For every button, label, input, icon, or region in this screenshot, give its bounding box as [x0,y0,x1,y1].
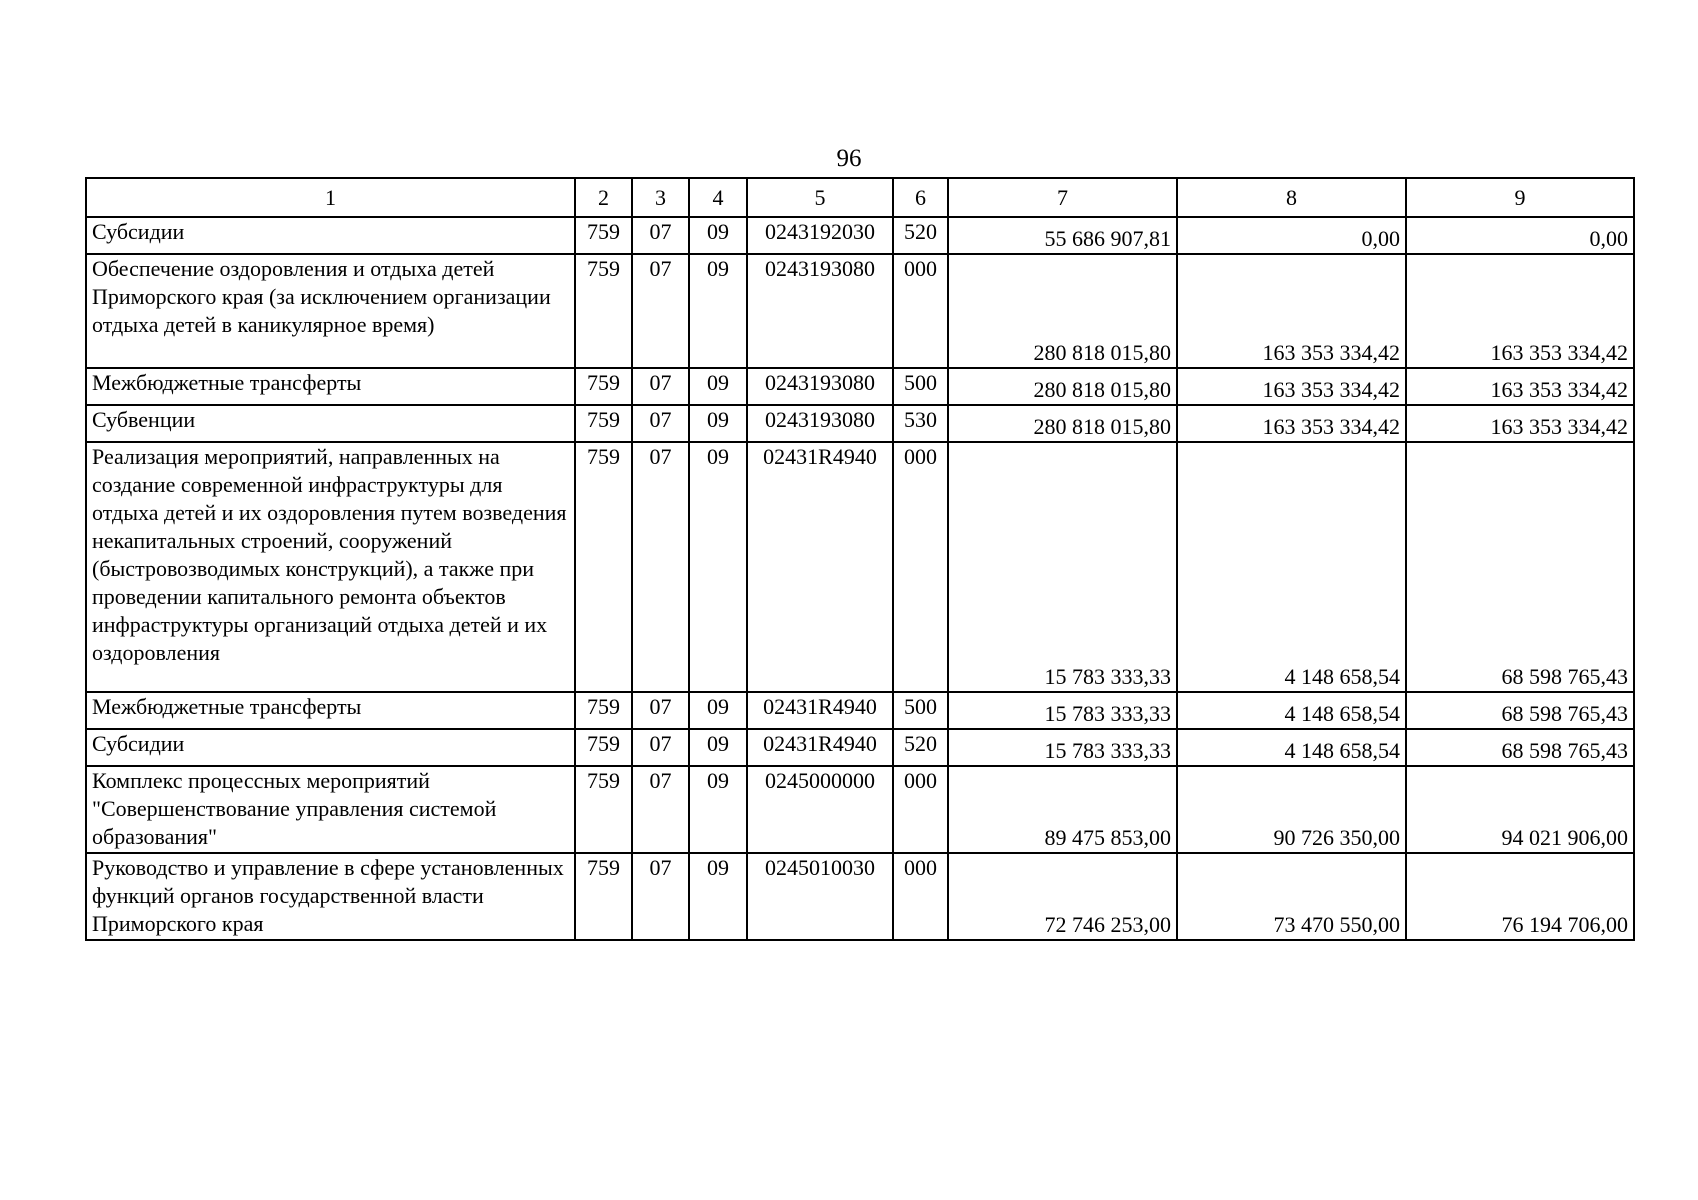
row-code: 0243193080 [747,254,893,368]
row-code: 09 [689,368,747,405]
row-amount: 15 783 333,33 [948,692,1177,729]
row-amount: 15 783 333,33 [948,729,1177,766]
row-code: 07 [632,853,689,940]
row-code: 02431R4940 [747,729,893,766]
table-row [86,368,1634,405]
table-row [86,766,1634,853]
row-code: 07 [632,729,689,766]
row-code: 0243193080 [747,405,893,442]
row-amount: 72 746 253,00 [948,853,1177,940]
row-code: 0245010030 [747,853,893,940]
table-row [86,254,1634,368]
row-amount: 90 726 350,00 [1177,766,1406,853]
row-amount: 89 475 853,00 [948,766,1177,853]
column-header: 8 [1177,178,1406,217]
row-amount: 0,00 [1177,217,1406,254]
row-code: 09 [689,729,747,766]
row-code: 0243192030 [747,217,893,254]
column-header: 7 [948,178,1177,217]
row-code: 0245000000 [747,766,893,853]
column-header: 1 [86,178,575,217]
column-header: 4 [689,178,747,217]
row-name: Межбюджетные трансферты [86,368,575,405]
row-amount: 163 353 334,42 [1177,254,1406,368]
row-code: 530 [893,405,948,442]
row-name: Руководство и управление в сфере установленных функций органов государственной власти Приморского края [86,853,575,940]
row-code: 759 [575,442,632,692]
row-amount: 68 598 765,43 [1406,442,1634,692]
row-name: Субвенции [86,405,575,442]
row-code: 500 [893,692,948,729]
row-code: 09 [689,442,747,692]
row-code: 07 [632,442,689,692]
table-row [86,217,1634,254]
row-code: 09 [689,217,747,254]
table-row [86,442,1634,692]
column-header: 3 [632,178,689,217]
row-code: 0243193080 [747,368,893,405]
row-code: 09 [689,254,747,368]
row-code: 759 [575,254,632,368]
row-code: 07 [632,692,689,729]
row-code: 759 [575,766,632,853]
row-amount: 68 598 765,43 [1406,729,1634,766]
row-code: 000 [893,853,948,940]
row-amount: 163 353 334,42 [1177,368,1406,405]
row-code: 07 [632,254,689,368]
row-amount: 94 021 906,00 [1406,766,1634,853]
row-code: 759 [575,405,632,442]
row-name: Субсидии [86,217,575,254]
row-amount: 4 148 658,54 [1177,729,1406,766]
row-code: 07 [632,217,689,254]
page-number: 96 [836,145,862,172]
row-amount: 4 148 658,54 [1177,692,1406,729]
row-code: 09 [689,766,747,853]
row-amount: 15 783 333,33 [948,442,1177,692]
row-code: 759 [575,729,632,766]
row-code: 09 [689,692,747,729]
row-amount: 280 818 015,80 [948,254,1177,368]
row-code: 02431R4940 [747,442,893,692]
row-code: 500 [893,368,948,405]
row-code: 000 [893,766,948,853]
row-code: 09 [689,405,747,442]
row-code: 09 [689,853,747,940]
row-name: Межбюджетные трансферты [86,692,575,729]
column-header: 2 [575,178,632,217]
column-header: 5 [747,178,893,217]
row-code: 07 [632,368,689,405]
row-amount: 4 148 658,54 [1177,442,1406,692]
row-amount: 73 470 550,00 [1177,853,1406,940]
row-code: 07 [632,766,689,853]
row-code: 759 [575,692,632,729]
row-amount: 68 598 765,43 [1406,692,1634,729]
row-name: Обеспечение оздоровления и отдыха детей Приморского края (за исключением организации отдыха детей в каникулярное время) [86,254,575,368]
row-amount: 163 353 334,42 [1177,405,1406,442]
budget-table [85,177,1635,941]
table-row [86,853,1634,940]
table-row [86,692,1634,729]
row-amount: 163 353 334,42 [1406,405,1634,442]
row-code: 02431R4940 [747,692,893,729]
row-code: 759 [575,217,632,254]
row-name: Субсидии [86,729,575,766]
row-amount: 280 818 015,80 [948,405,1177,442]
row-code: 759 [575,853,632,940]
row-name: Комплекс процессных мероприятий "Совершенствование управления системой образования" [86,766,575,853]
column-header: 9 [1406,178,1634,217]
row-code: 000 [893,254,948,368]
row-amount: 163 353 334,42 [1406,368,1634,405]
row-code: 759 [575,368,632,405]
table-row [86,405,1634,442]
row-amount: 76 194 706,00 [1406,853,1634,940]
row-code: 000 [893,442,948,692]
column-header: 6 [893,178,948,217]
row-amount: 0,00 [1406,217,1634,254]
row-code: 07 [632,405,689,442]
row-amount: 163 353 334,42 [1406,254,1634,368]
table-row [86,729,1634,766]
row-amount: 280 818 015,80 [948,368,1177,405]
row-name: Реализация мероприятий, направленных на создание современной инфраструктуры для отдыха детей и их оздоровления путем возведения некапитальных строений, сооружений (быстровозводимых конструкций), а также при проведении капитального ремонта объектов инфраструктуры организаций отдыха детей и их оздоровления [86,442,575,692]
row-code: 520 [893,217,948,254]
row-amount: 55 686 907,81 [948,217,1177,254]
row-code: 520 [893,729,948,766]
table-header-row [86,178,1634,217]
